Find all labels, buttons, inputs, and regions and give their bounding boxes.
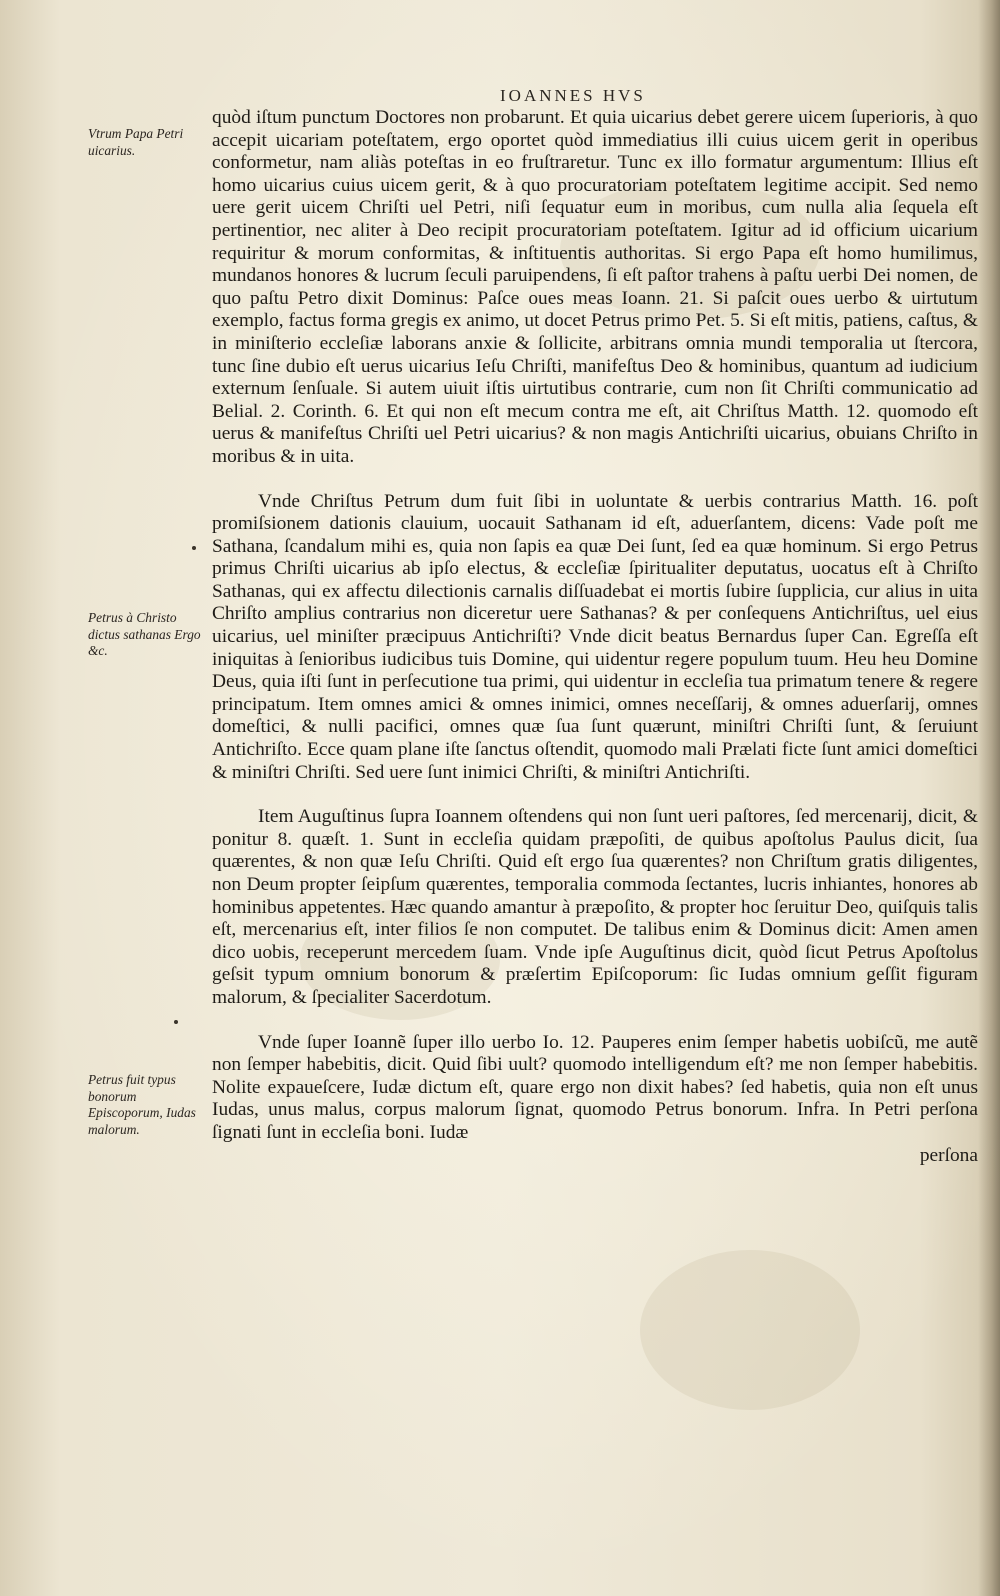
page-edge-shadow [978,0,1000,1596]
paper-stain [640,1250,860,1410]
margin-note: Petrus à Christo dictus sathanas Ergo &c. [88,610,201,658]
catchword: perſona [919,1144,978,1166]
margin-note: Petrus fuit typus bonorum Episcoporum, Iudas malorum. [88,1072,196,1137]
running-head: IOANNES HVS [500,86,646,105]
paragraph: Item Auguſtinus ſupra Ioannem oſtendens qui non ſunt ueri paſtores, ſed mercenarij, dicit, & ponitur 8. quæſt. 1. Sunt in eccleſia quidam præpoſiti, de quibus apoſtolus Paulus dicit, ſua quærentes, & non quæ Ieſu Chriſti. Quid eſt ergo ſua quærentes? non Chriſtum gratis diligentes, non Deum propter ſeipſum quærentes, temporalia commoda ſectantes, lucris inhiantes, honores ab hominibus appetentes. Hæc quando amantur à præpoſito, & propter hoc ſeruitur Deo, quiſquis talis eſt, mercenarius eſt, inter filios ſe non computet. De talibus enim & Dominus dicit: Amen amen dico uobis, receperunt mercedem ſuam. Vnde ipſe Auguſtinus dicit, quòd ſicut Petrus Apoſtolus geſsit typum omnium bonorum & præſertim Epiſcoporum: ſic Iudas omnium geſſit figuram malorum, & ſpecialiter Sacerdotum. [212,806,978,1008]
main-text [212,107,978,1167]
paragraph: Vnde Chriſtus Petrum dum fuit ſibi in uoluntate & uerbis contrarius Matth. 16. poſt promiſsionem dationis clauium, uocauit Sathanam id eſt, aduerſantem, dicens: Vade poſt me Sathana, ſcandalum mihi es, quia non ſapis ea quæ Dei ſunt, ſed ea quæ hominum. Si ergo Petrus primus Chriſti uicarius ab ipſo electus, & eccleſiæ ſpiritualiter deputatus, uocatus eſt à Chriſto Sathanas, qui ex affectu dilectionis carnalis diſſuadebat ei mortis ſubire ſupplicia, cur alius in uita Chriſto amplius contrarius non diceretur uere Sathanas? & per conſequens Antichriſtus, uel eius uicarius, uel miniſter præcipuus Antichriſti? Vnde dicit beatus Bernardus ſuper Can. Egreſſa eſt iniquitas à ſenioribus iudicibus tuis Domine, qui uidentur regere populum tuum. Heu heu Domine Deus, quia iſti ſunt in perſecutione tua primi, qui uidentur in eccleſia tua primatum tenere & regere principatum. Item omnes amici & omnes inimici, omnes neceſſarij, & omnes aduerſarij, omnes domeſtici, & nulli pacifici, omnes quæ ſua ſunt quærunt, miniſtri Chriſti ſunt, & ſeruiunt Antichriſto. Ecce quam plane iſte ſanctus oſtendit, quomodo mali Prælati ficte ſunt amici domeſtici & miniſtri Chriſti. Sed uere ſunt inimici Chriſti, & miniſtri Antichriſti. [212,490,978,783]
paragraph: quòd iſtum punctum Doctores non probarunt. Et quia uicarius debet gerere uicem ſuperioris, à quo accepit uicariam poteſtatem, ergo oportet quòd immediatius illi cuius uicem gerit in operibus conformetur, nam aliàs poteſtas in eo fruſtraretur. Tunc ex illo formatur argumentum: Illius eſt homo uicarius cuius uicem gerit, & à quo procuratoriam poteſtatem legitime accipit. Sed nemo uere gerit uicem Chriſti uel Petri, niſi ſequatur eum in moribus, cum nulla alia ſequela eſt pertinentior, nec aliter à Deo recipit procuratoriam poteſtatem. Igitur ad id officium uicarium requiritur & morum conformitas, & inſtituentis authoritas. Si ergo Papa eſt homo humilimus, mundanos honores & lucrum ſeculi paruipendens, ſi eſt paſtor trahens à paſtu uerbi Dei nomen, de quo paſtu Petro dixit Dominus: Paſce oues meas Ioann. 21. Si paſcit oues uerbo & uirtutum exemplo, factus forma gregis ex animo, ut docet Petrus primo Pet. 5. Si eſt mitis, patiens, caſtus, & in miniſterio eccleſiæ laborans anxie & ſollicite, arbitrans omnia mundi temporalia ut ſtercora, tunc ſine dubio eſt uerus uicarius Ieſu Chriſti, manifeſtus Deo & hominibus, quantum ad iudicium externum ſenſuale. Si autem uiuit iſtis uirtutibus contrarie, cum non ſit Chriſti communicatio ad Belial. 2. Corinth. 6. Et qui non eſt mecum contra me eſt, ait Chriſtus Matth. 12. quomodo eſt uerus & manifeſtus Chriſti uel Petri uicarius? & non magis Antichriſti uicarius, obuians Chriſto in moribus & in uita. [212,107,978,467]
margin-note: Vtrum Papa Petri uicarius. [88,126,184,158]
margin-dot [174,1020,178,1024]
margin-dot [192,546,196,550]
paragraph: Vnde ſuper Ioannẽ ſuper illo uerbo Io. 12. Pauperes enim ſemper habetis uobiſcũ, me autẽ non ſemper habebitis, dicit. Quid ſibi uult? quomodo intelligendum eſt? me non ſemper habebitis. Nolite expaueſcere, Iudæ dictum eſt, quare ergo non dixit habes? ſed habetis, quia non eſt unus Iudas, unus malus, corpus malorum ſignat, quomodo Petrus bonorum. Infra. In Petri perſona ſignati ſunt in eccleſia boni. Iudæ [212,1031,978,1143]
